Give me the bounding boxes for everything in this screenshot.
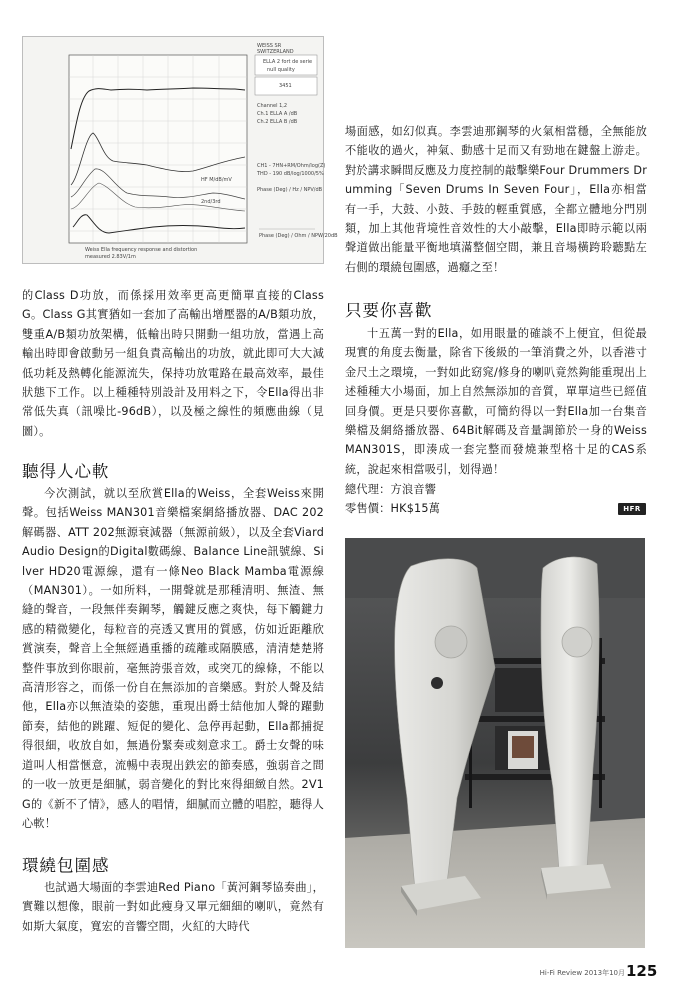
figure-header-1: WEISS SR xyxy=(257,43,282,49)
speaker-photo xyxy=(345,538,645,948)
figure-info-4: CH1 - 7HN+RM/Ohm/log(Z) xyxy=(257,163,326,169)
heading-if-you-like: 只要你喜歡 xyxy=(345,301,433,320)
figure-info-5: THD - 190 dB/log/1000/5% xyxy=(257,171,324,177)
heading-surround: 環繞包圍感 xyxy=(22,856,110,875)
figure-footer-note: Phase (Deg) / Ohm / NPW/20dB xyxy=(259,233,338,239)
figure-info-1: Channel 1,2 xyxy=(257,103,288,109)
col2-paragraph-1: 場面感，如幻似真。李雲迪那鋼琴的火氣相當穩，全無能放不能收的過火，神氣、動感十足而又有勁地在鍵盤上游走。對於講求瞬間反應及力度控制的敲擊樂Four Drummers Drumming「Seven Drums In Seven Four」，Ella亦相當有一手，大鼓、小鼓、手鼓的輕重質感，全都立體地分門別類，加上其他背境性音效性的大小敲擊，Ella即時示範以兩聲道做出能量平衡地填滿整個空間，兼且音場橫跨聆聽點左右側的環繞包圍感，過癮之至！ xyxy=(345,125,647,274)
distributor-line: 總代理：方浪音響 xyxy=(345,483,437,496)
price-line: 零售價：HK$15萬 xyxy=(345,502,441,515)
figure-box-num: 3451 xyxy=(279,83,292,89)
col1-paragraph-3: 也試過大場面的李雲迪Red Piano「黃河鋼琴協奏曲」，實難以想像，眼前一對如此瘦身又單元細細的喇叭，竟然有如斯大氣度，寬宏的音響空間，火紅的大時代 xyxy=(22,881,324,933)
page-number: 125 xyxy=(626,962,658,980)
figure-info-2: Ch.1 ELLA A /dB xyxy=(257,111,298,117)
figure-box-sub: null quality xyxy=(267,67,295,73)
figure-caption-1: Weiss Ella frequency response and distortion xyxy=(85,247,198,253)
figure-info-6: Phase (Deg) / Hz / NPV/dB xyxy=(257,187,323,193)
col1-paragraph-1: 的Class D功放，而係採用效率更高更簡單直接的Class G。Class G其實猶如一套加了高輸出增壓器的A/B類功放，雙重A/B類功放架構，低輸出時只開動一組功放，當遇上高輸出時即會啟動另一組負責高輸出的功放，就此即可大大減低功耗及熱轉化能源流失，保持功放電路在最高效率，最佳狀態下工作。以上種種特別設計及用料之下，令Ella得出非常低失真（訊噪比-96dB），以及極之線性的頻應曲線（見圖）。 xyxy=(22,289,324,438)
figure-curve-label-1: HF M/dB/mV xyxy=(201,177,232,183)
figure-curve-label-2: 2nd/3rd xyxy=(201,199,221,205)
figure-info-3: Ch.2 ELLA B /dB xyxy=(257,119,298,125)
magazine-footer: Hi-Fi Review 2013年10月 xyxy=(539,969,625,977)
figure-box-title: ELLA 2 fort de serie xyxy=(263,59,313,65)
figure-caption-2: measured 2.83V/1m xyxy=(85,254,136,260)
speaker-illustration xyxy=(345,538,645,948)
hfr-logo: HFR xyxy=(618,503,646,515)
col1-paragraph-2: 今次測試，就以至欣賞Ella的Weiss，全套Weiss來開聲。包括Weiss MAN301音樂檔案網絡播放器、DAC 202解碼器、ATT 202無源衰減器（無源前級），以及全套Viard Audio Design的Digital數碼線、Balance Line訊號線、Silver HD20電源線，還有一條Neo Black Mamba電源線（MAN301）。一如所料，一開聲就是那種清明、無渣、無縫的聲音，一段無伴奏鋼琴，觸鍵反應之爽快，每下觸鍵力感的精微變化，每粒音的亮透又實用的質感，仿如近距離欣賞演奏，聲音上全無經過重播的疏離或隔膜感，清清楚楚將整件事放到你眼前，毫無誇張音效，或突兀的線條，不能以高清形容之，而係一份自在無添加的音樂感。對於人聲及結他，Ella亦以無渣染的姿態，重現出爵士結他加人聲的躍動節奏，結他的跳躍、短促的變化、急停再起動，Ella都捕捉得很細，收放自如，無過份緊奏或刻意求工。爵士女聲的味道叫人相當愜意，流暢中表現出鉄宏的節奏感，強弱音之間的一收一放更是細膩，弱音變化的對比來得細緻自然。2V1G的《新不了情》，感人的唱情，細膩而立體的唱腔，聽得人心軟！ xyxy=(22,487,324,830)
measurement-chart xyxy=(22,36,338,264)
col2-paragraph-2: 十五萬一對的Ella，如用眼量的確談不上便宜，但從最現實的角度去衡量，除省下後級的一筆消費之外，以香港寸金尺土之環境，一對如此窈窕/修身的喇叭竟然夠能重現出上述種種大小場面，加上自然無添加的音質，單單這些已經值回身價。更是只要你喜歡，可簡約得以一對Ella加一台集音樂檔及網絡播放器、64Bit解碼及音量調節於一身的Weiss MAN301S，即湊成一套完整而發燒兼型格十足的CAS系統，說起來相當吸引，划得過！ xyxy=(345,327,647,476)
heading-listening: 聽得人心軟 xyxy=(22,462,110,481)
figure-header-2: SWITZERLAND xyxy=(257,49,294,55)
